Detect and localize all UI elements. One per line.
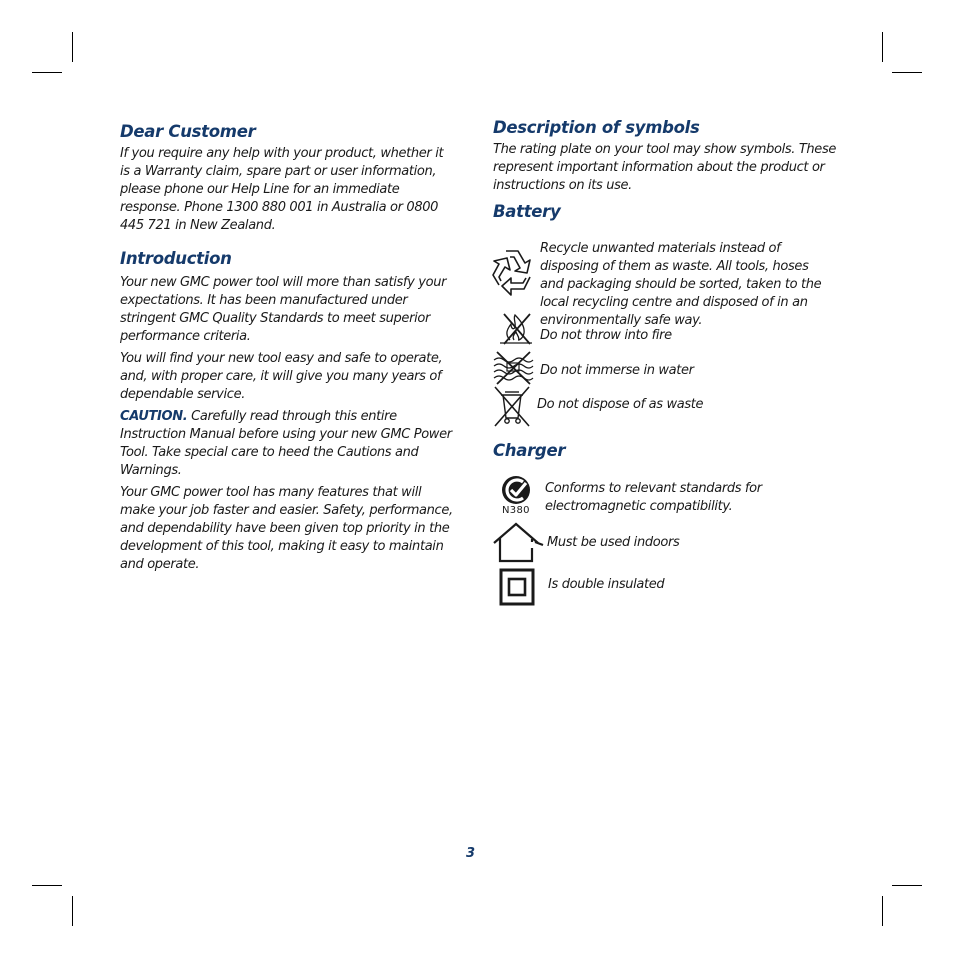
crop-mark <box>32 885 62 886</box>
introduction-heading: Introduction <box>120 249 232 268</box>
recycle-icon <box>486 245 538 297</box>
battery-heading: Battery <box>493 202 561 221</box>
page-number: 3 <box>466 846 476 861</box>
caution-label: CAUTION. <box>120 409 188 424</box>
house-indoor-icon <box>491 521 545 563</box>
crop-mark <box>72 32 73 62</box>
left-column <box>120 121 455 574</box>
crop-mark <box>882 896 883 926</box>
caution-paragraph <box>120 408 455 480</box>
recycle-text: Recycle unwanted materials instead of disposing of them as waste. All tools, hoses and packaging should be sorted, taken to the local recycling centre and disposed of in an environmentally safe way. <box>540 241 822 328</box>
no-fire-icon <box>498 312 534 346</box>
c-tick-text: Conforms to relevant standards for electromagnetic compatibility. <box>545 481 762 514</box>
description-text: The rating plate on your tool may show symbols. These represent important information about the product or instructions on its use. <box>493 142 837 193</box>
caution-text: Carefully read through this entire Instruction Manual before using your new GMC Power Tool. Take special care to heed the Cautions and Warnings. <box>120 409 452 478</box>
intro-paragraph-4: Your GMC power tool has many features that will make your job faster and easier. Safety, performance, and dependability have been given top priority in the development of this tool, making it easy to maintain and operate. <box>120 485 453 572</box>
dear-customer-heading: Dear Customer <box>120 122 256 141</box>
no-bin-icon <box>492 384 532 430</box>
charger-heading: Charger <box>493 441 566 460</box>
right-column <box>493 117 838 223</box>
crop-mark <box>892 885 922 886</box>
water-text: Do not immerse in water <box>540 363 694 378</box>
indoors-text: Must be used indoors <box>547 535 680 550</box>
waste-text: Do not dispose of as waste <box>537 397 704 412</box>
crop-mark <box>892 72 922 73</box>
no-water-icon <box>492 350 534 386</box>
crop-mark <box>72 896 73 926</box>
crop-mark <box>32 72 62 73</box>
intro-paragraph-1: Your new GMC power tool will more than satisfy your expectations. It has been manufactured under stringent GMC Quality Standards to meet superior performance criteria. <box>120 275 447 344</box>
c-tick-code: N380 <box>502 505 530 516</box>
description-heading: Description of symbols <box>493 118 700 137</box>
insulated-text: Is double insulated <box>548 577 665 592</box>
double-insulated-icon <box>499 568 535 606</box>
crop-mark <box>882 32 883 62</box>
fire-text: Do not throw into fire <box>540 328 672 343</box>
c-tick-icon <box>500 475 534 505</box>
intro-paragraph-2: You will find your new tool easy and safe to operate, and, with proper care, it will give you many years of dependable service. <box>120 351 443 402</box>
dear-customer-text: If you require any help with your product, whether it is a Warranty claim, spare part or user information, please phone our Help Line for an immediate response. Phone 1300 880 001 in Australia or 0800 445 721 in New Zealand. <box>120 146 444 233</box>
